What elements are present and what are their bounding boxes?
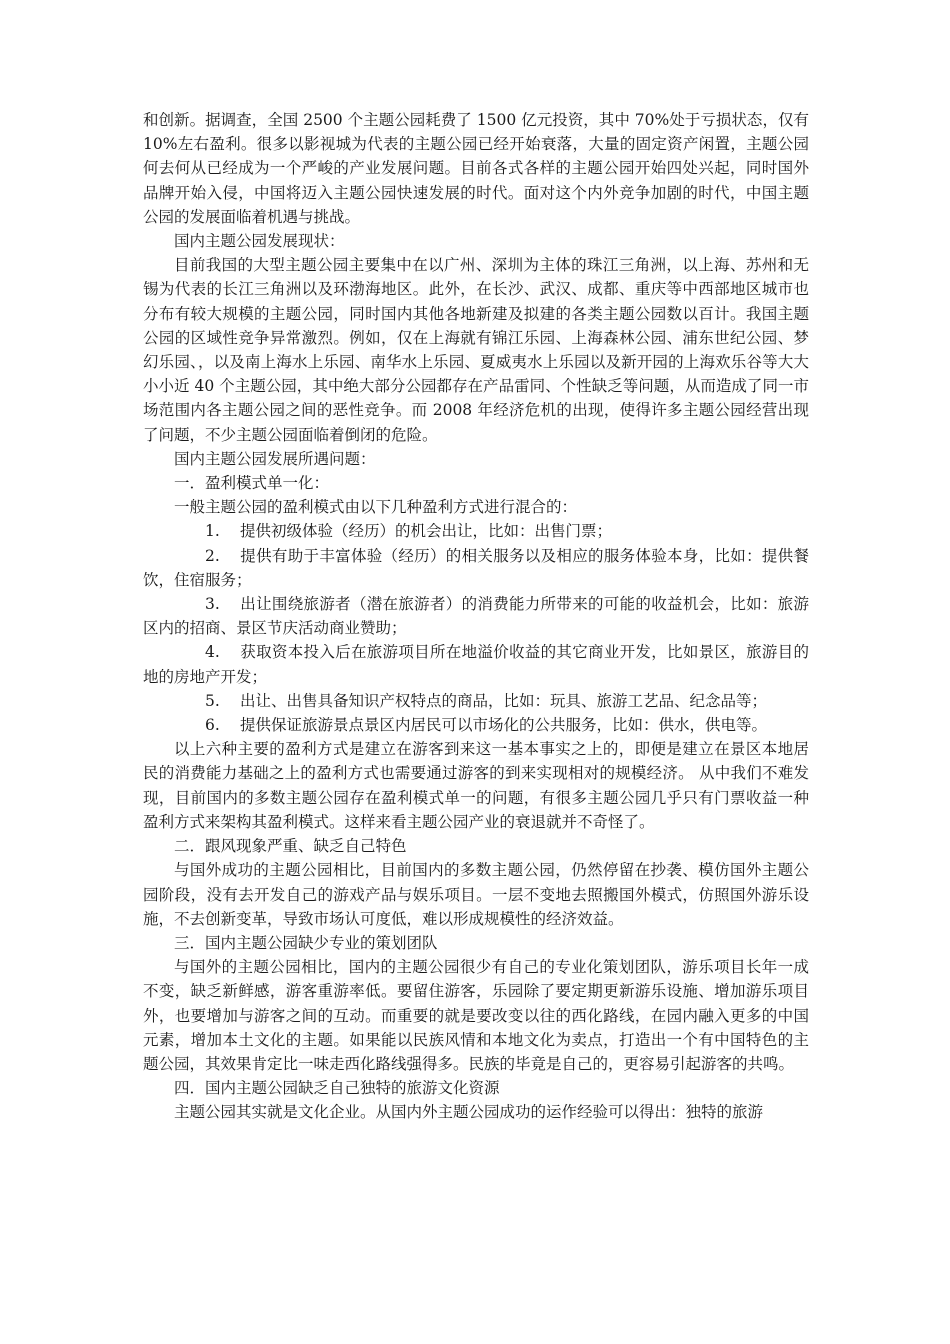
paragraph-current-status: 目前我国的大型主题公园主要集中在以广州、深圳为主体的珠江三角洲，以上海、苏州和无锡为代表的长江三角洲以及环渤海地区。此外，在长沙、武汉、成都、重庆等中西部地区城市也分布有较大规模的主题公园，同时国内其他各地新建及拟建的各类主题公园数以百计。我国主题公园的区域性竞争异常激烈。例如，仅在上海就有锦江乐园、上海森林公园、浦东世纪公园、梦幻乐园、，以及南上海水上乐园、南华水上乐园、夏威夷水上乐园以及新开园的上海欢乐谷等大大小小近 40 个主题公园，其中绝大部分公园都存在产品雷同、个性缺乏等问题，从而造成了同一市场范围内各主题公园之间的恶性竞争。而 2008 年经济危机的出现，使得许多主题公园经营出现了问题，不少主题公园面临着倒闭的危险。 bbox=[143, 256, 809, 444]
heading-current-status: 国内主题公园发展现状： bbox=[174, 232, 345, 251]
list-item bbox=[143, 544, 809, 592]
paragraph-profit-summary: 以上六种主要的盈利方式是建立在游客到来这一基本事实之上的，即便是建立在景区本地居民的消费能力基础之上的盈利方式也需要通过游客的到来实现相对的规模经济。 从中我们不难发现，目前国内的多数主题公园存在盈利模式单一的问题，有很多主题公园几乎只有门票收益一种盈利方式来架构其盈利模式。这样来看主题公园产业的衰退就并不奇怪了。 bbox=[143, 740, 809, 831]
heading-problem-4: 四．国内主题公园缺乏自己独特的旅游文化资源 bbox=[174, 1079, 500, 1098]
list-item bbox=[143, 592, 809, 640]
heading-problem-3: 三．国内主题公园缺少专业的策划团队 bbox=[174, 933, 438, 952]
list-item-number: 1. bbox=[205, 522, 220, 541]
list-item-text: 出让、出售具备知识产权特点的商品，比如：玩具、旅游工艺品、纪念品等； bbox=[240, 691, 768, 710]
list-item-text: 提供保证旅游景点景区内居民可以市场化的公共服务，比如：供水，供电等。 bbox=[240, 716, 768, 735]
paragraph-problem-2: 与国外成功的主题公园相比，目前国内的多数主题公园，仍然停留在抄袭、模仿国外主题公园阶段，没有去开发自己的游戏产品与娱乐项目。一层不变地去照搬国外模式，仿照国外游乐设施，不去创新变革，导致市场认可度低，难以形成规模性的经济效益。 bbox=[143, 861, 809, 928]
paragraph-intro-continued: 和创新。据调查，全国 2500 个主题公园耗费了 1500 亿元投资，其中 70%处于亏损状态，仅有 10%左右盈利。很多以影视城为代表的主题公园已经开始衰落，大量的固定资产闲置，主题公园何去何从已经成为一个严峻的产业发展问题。目前各式各样的主题公园开始四处兴起，同时国外品牌开始入侵，中国将迈入主题公园快速发展的时代。面对这个内外竞争加剧的时代，中国主题公园的发展面临着机遇与挑战。 bbox=[143, 111, 809, 226]
paragraph-problem-3: 与国外的主题公园相比，国内的主题公园很少有自己的专业化策划团队，游乐项目长年一成不变，缺乏新鲜感，游客重游率低。要留住游客，乐园除了要定期更新游乐设施、增加游乐项目外，也要增加与游客之间的互动。而重要的就是要改变以往的西化路线，在园内融入更多的中国元素，增加本土文化的主题。如果能以民族风情和本地文化为卖点，打造出一个有中国特色的主题公园，其效果肯定比一味走西化路线强得多。民族的毕竟是自己的，更容易引起游客的共鸣。 bbox=[143, 958, 809, 1073]
paragraph-problem-4: 主题公园其实就是文化企业。从国内外主题公园成功的运作经验可以得出：独特的旅游 bbox=[174, 1103, 764, 1122]
list-item bbox=[143, 713, 809, 737]
list-item-number: 2. bbox=[205, 546, 220, 565]
list-item-text: 提供初级体验（经历）的机会出让，比如：出售门票； bbox=[240, 522, 613, 541]
list-item-number: 5. bbox=[205, 691, 220, 710]
list-item-text: 获取资本投入后在旅游项目所在地溢价收益的其它商业开发，比如景区，旅游目的地的房地产开发； bbox=[143, 643, 809, 686]
paragraph-profit-intro: 一般主题公园的盈利模式由以下几种盈利方式进行混合的： bbox=[174, 498, 578, 517]
list-item bbox=[143, 519, 809, 543]
list-item bbox=[143, 640, 809, 688]
profit-mode-list bbox=[143, 519, 809, 737]
document-page bbox=[143, 108, 809, 1125]
heading-problems: 国内主题公园发展所遇问题： bbox=[174, 449, 376, 468]
heading-problem-2: 二．跟风现象严重、缺乏自己特色 bbox=[174, 837, 407, 856]
list-item bbox=[143, 689, 809, 713]
list-item-text: 出让围绕旅游者（潜在旅游者）的消费能力所带来的可能的收益机会，比如：旅游区内的招商、景区节庆活动商业赞助； bbox=[143, 595, 809, 638]
list-item-text: 提供有助于丰富体验（经历）的相关服务以及相应的服务体验本身，比如：提供餐饮，住宿服务； bbox=[143, 546, 809, 589]
list-item-number: 4. bbox=[205, 643, 220, 662]
heading-problem-1: 一．盈利模式单一化： bbox=[174, 474, 330, 493]
list-item-number: 6. bbox=[205, 716, 220, 735]
list-item-number: 3. bbox=[205, 595, 220, 614]
